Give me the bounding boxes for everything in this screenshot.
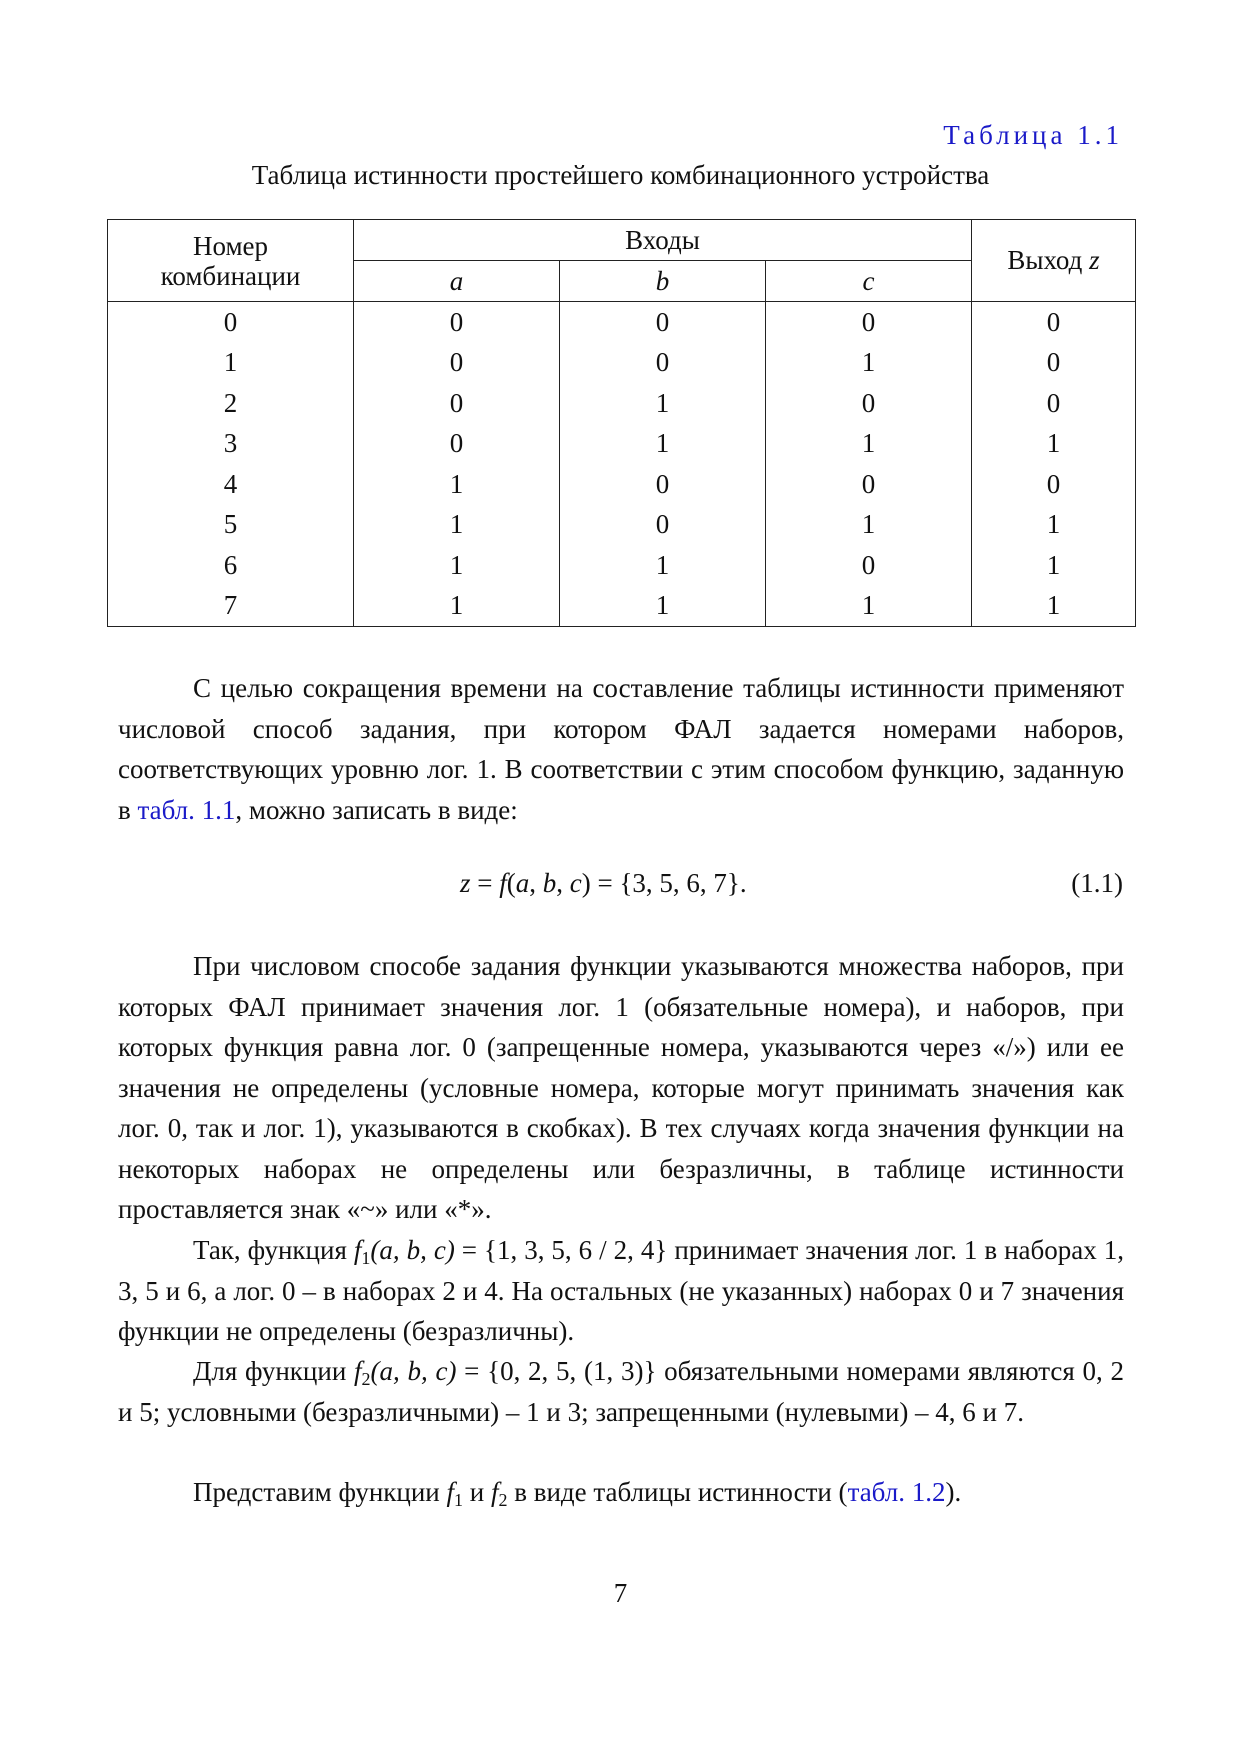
cell-b: 1 — [560, 383, 766, 424]
cell-b: 0 — [560, 505, 766, 546]
table-row — [108, 545, 1136, 586]
cell-a: 0 — [354, 302, 560, 343]
header-input-b: b — [560, 261, 766, 302]
paragraph-f2-example — [118, 1351, 1124, 1432]
cell-n: 0 — [108, 302, 354, 343]
formula-paren: ( — [506, 868, 516, 898]
header-inputs: Входы — [354, 220, 972, 261]
cell-b: 0 — [560, 302, 766, 343]
paragraph-represent — [118, 1472, 1124, 1513]
cell-c: 0 — [766, 383, 972, 424]
cell-a: 0 — [354, 383, 560, 424]
cell-n: 6 — [108, 545, 354, 586]
cell-b: 1 — [560, 424, 766, 465]
page-number: 7 — [613, 1578, 628, 1608]
header-output — [972, 220, 1136, 302]
cell-z: 1 — [972, 505, 1136, 546]
header-combination-number: Номер комбинации — [108, 220, 354, 302]
formula-1-1 — [460, 868, 747, 899]
cell-a: 1 — [354, 464, 560, 505]
paragraph-text: в виде таблицы истинности ( — [507, 1477, 848, 1507]
cell-n: 5 — [108, 505, 354, 546]
cell-n: 1 — [108, 343, 354, 384]
table-1-1-link[interactable]: табл. 1.1 — [137, 794, 236, 825]
table-caption: Таблица истинности простейшего комбинационного устройства — [251, 160, 990, 190]
header-input-c: c — [766, 261, 972, 302]
function-f1: f — [446, 1477, 454, 1507]
cell-c: 1 — [766, 424, 972, 465]
table-row — [108, 302, 1136, 343]
subscript: 2 — [361, 1369, 371, 1389]
paragraph-text: , можно записать в виде: — [235, 794, 518, 825]
formula-var: a — [515, 868, 530, 898]
paragraph-text: ). — [945, 1477, 962, 1507]
paragraph-text: = {1, 3, 5, 6 / 2, 4} принимает значения лог. 1 в наборах 1, 3, 5 и 6, а лог. 0 – в наборах 2 и 4. На остальных (не указанных) наборах 0 и 7 значения функции не определены (безразличны). — [118, 1235, 1124, 1346]
cell-z: 0 — [972, 302, 1136, 343]
cell-b: 1 — [560, 545, 766, 586]
cell-z: 1 — [972, 586, 1136, 627]
cell-n: 7 — [108, 586, 354, 627]
truth-table — [107, 219, 1136, 627]
paragraph-f1-example — [118, 1230, 1124, 1352]
paragraph-text: Представим функции — [193, 1477, 447, 1507]
cell-z: 0 — [972, 383, 1136, 424]
table-row — [108, 464, 1136, 505]
cell-c: 0 — [766, 545, 972, 586]
paragraph-numeric-method — [118, 668, 1124, 830]
cell-c: 1 — [766, 505, 972, 546]
cell-z: 0 — [972, 343, 1136, 384]
cell-a: 0 — [354, 343, 560, 384]
header-input-a: a — [354, 261, 560, 302]
function-f1: f — [353, 1235, 362, 1265]
cell-z: 1 — [972, 424, 1136, 465]
formula-func: f — [499, 868, 507, 898]
formula-var: b — [542, 868, 557, 898]
table-1-2-link[interactable]: табл. 1.2 — [847, 1477, 946, 1507]
function-args: (a, b, c) — [370, 1356, 457, 1386]
subscript: 1 — [454, 1490, 463, 1510]
paragraph-text: Для функции — [193, 1356, 354, 1386]
cell-c: 1 — [766, 343, 972, 384]
subscript: 1 — [361, 1248, 371, 1268]
cell-a: 1 — [354, 505, 560, 546]
cell-c: 0 — [766, 302, 972, 343]
paragraph-text: = {0, 2, 5, (1, 3)} обязательными номерами являются 0, 2 и 5; условными (безразличными) – 1 и 3; запрещенными (нулевыми) – 4, 6 и 7. — [118, 1356, 1124, 1427]
table-row — [108, 505, 1136, 546]
cell-a: 0 — [354, 424, 560, 465]
header-output-var: z — [1089, 245, 1100, 275]
formula-op: = — [470, 868, 500, 898]
cell-b: 0 — [560, 343, 766, 384]
function-f2: f — [490, 1477, 499, 1507]
formula-paren: ) — [581, 868, 591, 898]
table-row — [108, 343, 1136, 384]
cell-b: 0 — [560, 464, 766, 505]
cell-z: 1 — [972, 545, 1136, 586]
subscript: 2 — [498, 1490, 508, 1510]
cell-c: 1 — [766, 586, 972, 627]
cell-z: 0 — [972, 464, 1136, 505]
paragraph-text: и — [463, 1477, 491, 1507]
table-label: Таблица 1.1 — [943, 120, 1123, 150]
table-row — [108, 586, 1136, 627]
formula-sep: , — [529, 868, 543, 898]
paragraph-sets — [118, 946, 1124, 1230]
cell-c: 0 — [766, 464, 972, 505]
formula-var: z — [460, 868, 471, 898]
formula-sep: , — [556, 868, 570, 898]
function-f2: f — [354, 1356, 362, 1386]
formula-number: (1.1) — [1071, 868, 1123, 898]
cell-n: 4 — [108, 464, 354, 505]
cell-n: 2 — [108, 383, 354, 424]
paragraph-text: С целью сокращения времени на составление таблицы истинности применяют числовой способ задания, при котором ФАЛ задается номерами наборов, соответствующих уровню лог. 1. В соответствии с этим способом функцию, заданную в — [118, 673, 1124, 825]
cell-a: 1 — [354, 545, 560, 586]
paragraph-text: При числовом способе задания функции указываются множества наборов, при которых ФАЛ принимает значения лог. 1 (обязательные номера), и наборов, при которых функция равна лог. 0 (запрещенные номера, указываются через «/») или ее значения не определены (условные номера, которые могут принимать значения как лог. 0, так и лог. 1), указываются в скобках). В тех случаях когда значения функции на некоторых наборах не определены или безразличны, в таблице истинности проставляется знак «~» или «*». — [118, 951, 1124, 1224]
cell-n: 3 — [108, 424, 354, 465]
function-args: (a, b, c) — [370, 1235, 455, 1265]
cell-a: 1 — [354, 586, 560, 627]
table-row — [108, 424, 1136, 465]
table-row — [108, 383, 1136, 424]
formula-rhs: = {3, 5, 6, 7}. — [590, 868, 747, 898]
paragraph-text: Так, функция — [193, 1235, 354, 1265]
header-output-label: Выход — [1007, 245, 1090, 275]
formula-var: c — [569, 868, 582, 898]
cell-b: 1 — [560, 586, 766, 627]
